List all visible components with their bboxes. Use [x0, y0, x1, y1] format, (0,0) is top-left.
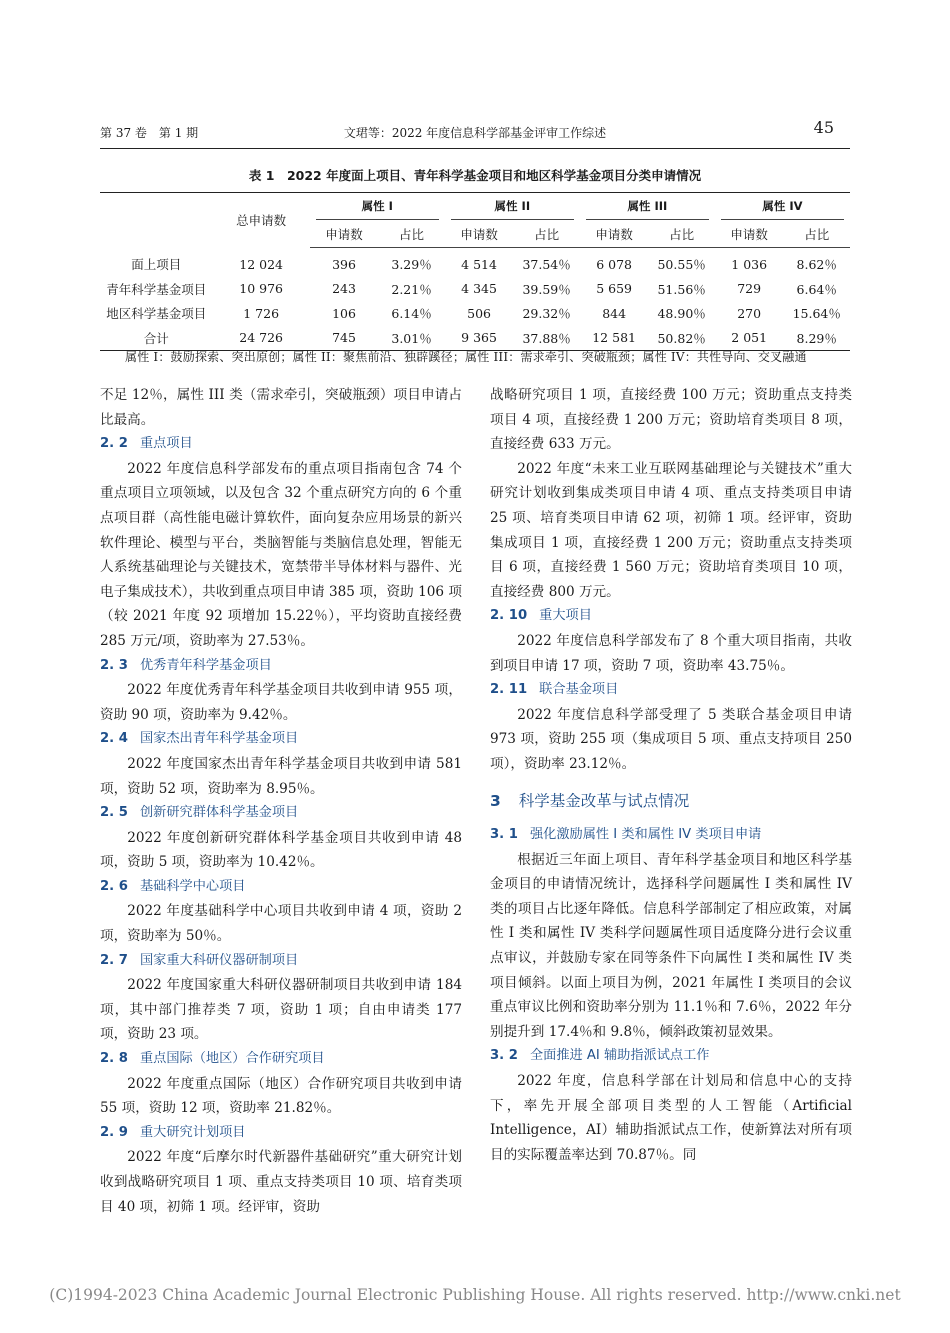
cell: 9 365 — [461, 330, 497, 346]
paragraph: 2022 年度“未来工业互联网基础理论与关键技术”重大研究计划收到集成类项目申请 4 项、重点支持类项目申请 25 项、培育类项目申请 62 项，初筛 1 项。经评审，资助集成项目 1 项，直接经费 1 200 万元；资助重点支持类项目 6 项，直接经费 1 560 万元；资助培育类项目 10 项，直接经费 800 万元。 — [490, 460, 852, 600]
page-number: 45 — [813, 118, 834, 137]
cell: 3.01％ — [391, 330, 432, 346]
paragraph: 战略研究项目 1 项，直接经费 100 万元；资助重点支持类项目 4 项，直接经费 1 200 万元；资助培育类项目 8 项，直接经费 633 万元。 — [490, 387, 852, 453]
right-column — [490, 383, 852, 1167]
paragraph: 2022 年度信息科学部发布了 8 个重大项目指南，共收到项目申请 17 项，资助 7 项，资助率 43.75％。 — [490, 632, 852, 674]
paragraph: 2022 年度信息科学部发布的重点项目指南包含 74 个重点项目立项领域，以及包含 32 个重点研究方向的 6 个重点项目群（高性能电磁计算软件，面向复杂应用场景的新兴软件理论、模型与平台，类脑智能与类脑信息处理，智能无人系统基础理论与关键技术，宽禁带半导体材料与器件、光电子集成技术），共收到重点项目申请 385 项，资助 106 项（较 2021 年度 92 项增加 15.22％），平均资助直接经费 285 万元/项，资助率为 27.53％。 — [100, 460, 462, 649]
row-total: 12 024 — [239, 256, 284, 272]
cell: 506 — [467, 305, 491, 321]
cell: 5 659 — [596, 281, 633, 297]
paragraph: 2022 年度国家重大科研仪器研制项目共收到申请 184 项，其中部门推荐类 7 项，资助 1 项；自由申请类 177 项，资助 23 项。 — [100, 977, 462, 1043]
cell: 4 345 — [461, 281, 497, 297]
volume-issue: 第 37 卷 第 1 期 — [100, 126, 199, 140]
sub-header: 申请数 — [445, 220, 514, 248]
cell: 729 — [737, 281, 762, 297]
cell: 2 051 — [731, 330, 768, 346]
cell: 396 — [332, 256, 356, 272]
cell: 6 078 — [596, 256, 633, 272]
row-name: 地区科学基金项目 — [106, 306, 207, 322]
cell: 8.29％ — [796, 330, 837, 346]
paragraph: 2022 年度重点国际（地区）合作研究项目共收到申请 55 项，资助 12 项，资助率 21.82％。 — [100, 1075, 462, 1117]
row-name: 面上项目 — [131, 257, 182, 273]
sub-header: 占比 — [783, 220, 850, 248]
sub-header: 占比 — [378, 220, 445, 248]
cell: 37.54％ — [522, 257, 571, 273]
cell: 1 036 — [731, 256, 768, 272]
sub-header: 占比 — [513, 220, 580, 248]
table-caption: 表 1 2022 年度面上项目、青年科学基金项目和地区科学基金项目分类申请情况 — [248, 168, 702, 183]
table-row — [100, 326, 850, 351]
row-total: 10 976 — [239, 281, 284, 297]
cell: 37.88％ — [522, 330, 571, 346]
cell: 8.62％ — [796, 257, 837, 273]
cell: 6.14％ — [391, 306, 432, 322]
attr-header-1: 属性 I — [310, 193, 445, 221]
row-name: 合计 — [143, 330, 169, 346]
sub-header: 申请数 — [715, 220, 784, 248]
cell: 50.55％ — [657, 257, 706, 273]
cell: 4 514 — [461, 256, 497, 272]
cell: 48.90％ — [657, 306, 706, 322]
section-heading: 2. 7 国家重大科研仪器研制项目 — [100, 952, 299, 968]
cell: 12 581 — [592, 330, 636, 346]
running-header — [100, 118, 850, 149]
paragraph: 2022 年度国家杰出青年科学基金项目共收到申请 581 项，资助 52 项，资助率为 8.95％。 — [100, 755, 462, 797]
cell: 29.32％ — [522, 306, 571, 322]
copyright-footer: (C)1994-2023 China Academic Journal Electronic Publishing House. All rights reserved. http://www.cnki.net — [49, 1286, 901, 1304]
sub-header: 占比 — [648, 220, 715, 248]
left-column — [100, 383, 462, 1219]
section-heading: 2. 6 基础科学中心项目 — [100, 878, 246, 894]
paragraph: 2022 年度优秀青年科学基金项目共收到申请 955 项，资助 90 项，资助率为 9.42％。 — [100, 682, 462, 723]
row-name: 青年科学基金项目 — [106, 281, 207, 297]
paragraph: 不足 12％，属性 III 类（需求牵引，突破瓶颈）项目申请占比最高。 — [100, 387, 462, 428]
section-heading: 3. 2 全面推进 AI 辅助指派试点工作 — [490, 1048, 710, 1064]
section-heading: 2. 9 重大研究计划项目 — [100, 1124, 246, 1140]
attr-header-3: 属性 III — [580, 193, 715, 221]
section-heading: 3. 1 强化激励属性 I 类和属性 IV 类项目申请 — [490, 827, 762, 843]
sub-header: 申请数 — [580, 220, 649, 248]
cell: 3.29％ — [391, 257, 432, 273]
paragraph: 2022 年度创新研究群体科学基金项目共收到申请 48 项，资助 5 项，资助率为 10.42％。 — [100, 829, 462, 871]
sub-header: 申请数 — [310, 220, 379, 248]
paragraph: 2022 年度，信息科学部在计划局和信息中心的支持下，率先开展全部项目类型的人工智能（Artificial Intelligence，AI）辅助指派试点工作，使新算法对所有项目的实际覆盖率达到 70.87％。同 — [490, 1073, 852, 1163]
cell: 15.64％ — [792, 306, 841, 322]
row-total: 1 726 — [243, 305, 280, 321]
cell: 2.21％ — [391, 281, 432, 297]
section-heading: 2. 5 创新研究群体科学基金项目 — [100, 805, 299, 821]
table-row — [100, 301, 850, 326]
table-row — [100, 252, 850, 277]
table-note: 属性 I：鼓励探索、突出原创；属性 II：聚焦前沿、独辟蹊径；属性 III：需求牵引、突破瓶颈；属性 IV：共性导向、交叉融通 — [125, 350, 807, 364]
paragraph: 根据近三年面上项目、青年科学基金项目和地区科学基金项目的申请情况统计，选择科学问题属性 I 类和属性 IV 类的项目占比逐年降低。信息科学部制定了相应政策，对属性 I 类和属性 IV 类科学问题属性项目适度降分进行会议重点审议，并鼓励专家在同等条件下向属性 I 类和属性 IV 类项目倾斜。以面上项目为例，2021 年属性 I 类项目的会议重点审议比例和资助率分别为 11.1％和 7.6％，2022 年分别提升到 17.4％和 9.8％，倾斜政策初显效果。 — [490, 851, 852, 1040]
cell: 243 — [332, 281, 356, 297]
table-row — [100, 277, 850, 302]
cell: 39.59％ — [522, 281, 571, 297]
cell: 51.56％ — [657, 281, 706, 297]
cell: 270 — [737, 305, 762, 321]
section-heading: 2. 8 重点国际（地区）合作研究项目 — [100, 1051, 325, 1067]
table-corner — [100, 193, 213, 248]
section-heading: 2. 2 重点项目 — [100, 436, 193, 452]
section-heading: 2. 11 联合基金项目 — [490, 682, 619, 698]
cell: 745 — [332, 330, 356, 346]
paragraph: 2022 年度信息科学部受理了 5 类联合基金项目申请 973 项，资助 255 项（集成项目 5 项、重点支持项目 250 项），资助率 23.12％。 — [490, 706, 852, 772]
attr-header-4: 属性 IV — [715, 193, 850, 221]
cell: 106 — [332, 305, 356, 321]
section-heading: 2. 10 重大项目 — [490, 608, 592, 624]
cell: 6.64％ — [796, 281, 837, 297]
section-heading: 2. 4 国家杰出青年科学基金项目 — [100, 731, 299, 747]
attr-header-2: 属性 II — [445, 193, 580, 221]
paragraph: 2022 年度“后摩尔时代新器件基础研究”重大研究计划收到战略研究项目 1 项、重点支持类项目 10 项、培育类项目 40 项，初筛 1 项。经评审，资助 — [100, 1149, 462, 1215]
cell: 50.82％ — [657, 330, 706, 346]
section-heading-major: 3 科学基金改革与试点情况 — [490, 791, 690, 810]
running-title: 文珺等：2022 年度信息科学部基金评审工作综述 — [343, 126, 607, 140]
cell: 844 — [602, 305, 627, 321]
application-table — [100, 192, 850, 351]
total-header: 总申请数 — [236, 213, 287, 229]
row-total: 24 726 — [239, 330, 284, 346]
section-heading: 2. 3 优秀青年科学基金项目 — [100, 657, 272, 673]
paragraph: 2022 年度基础科学中心项目共收到申请 4 项，资助 2 项，资助率为 50％。 — [100, 903, 462, 945]
